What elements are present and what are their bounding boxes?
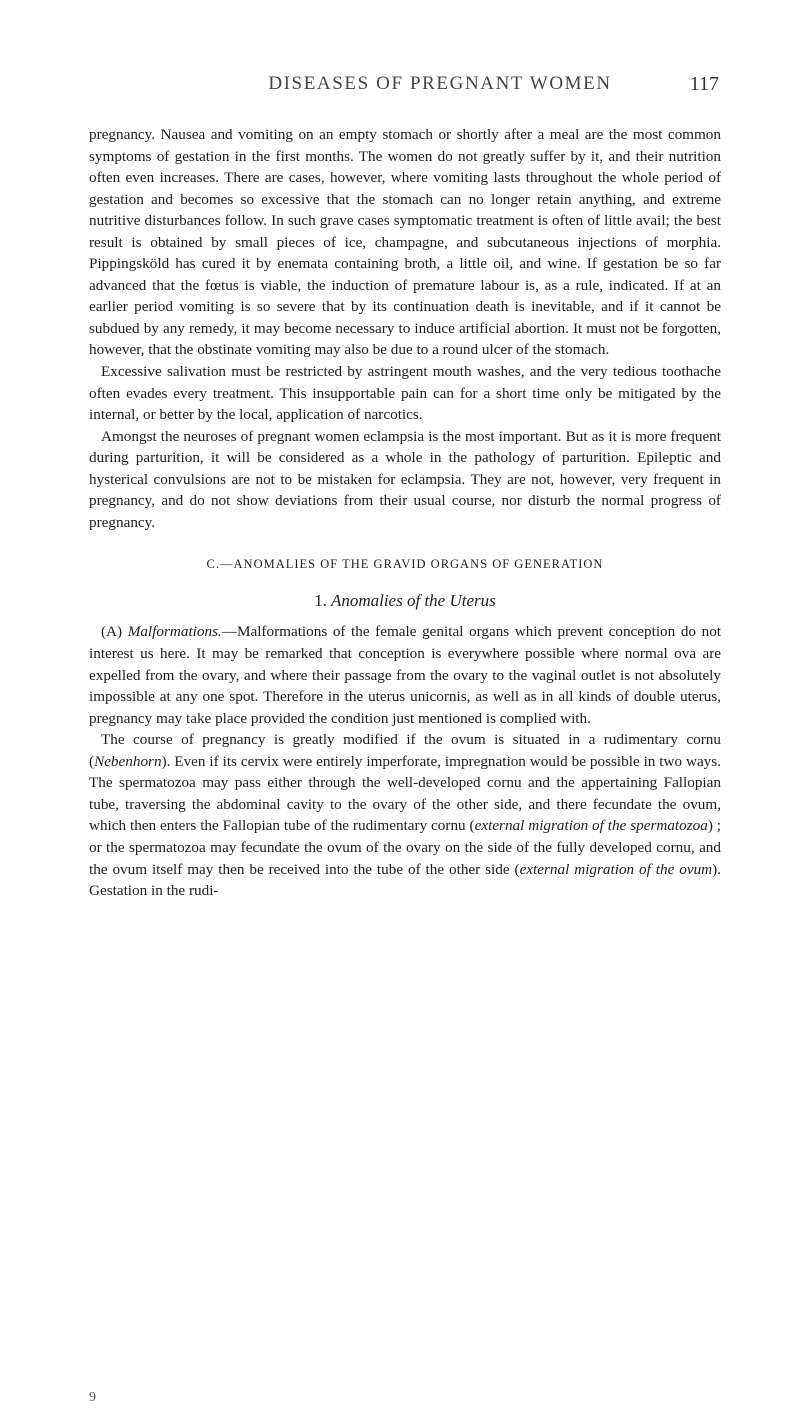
paragraph-vomiting: pregnancy. Nausea and vomiting on an empty stomach or shortly after a meal are the most common symptoms of gestation in the first months. The women do not greatly suffer by it, and their nutrition often even increases. There are cases, however, where vomiting lasts throughout the whole period of gestation and becomes so excessive that the stomach can no longer retain anything, and extreme nutritive disturbances follow. In such grave cases symptomatic treatment is often of little avail; the best result is obtained by small pieces of ice, champagne, and subcutaneous injections of morphia. Pippingsköld has cured it by enemata containing broth, a little oil, and wine. If gestation be so far advanced that the fœtus is viable, the induction of premature labour is, as a rule, indicated. If at an earlier period vomiting is so severe that by its continuation death is inevitable, and if it cannot be subdued by any remedy, it may become necessary to induce artificial abortion. It must not be forgotten, however, that the obstinate vomiting may also be due to a round ulcer of the stomach.: [89, 126, 721, 359]
italic-term: external migration of the ovum: [519, 860, 713, 878]
text-span: ). Even if its cervix were entirely imperforate, impregnation would be possible in two ways. The spermatozoa may pass either through the well-developed cornu and the appertaining Fallopian tube, traversing the abdominal cavity to the ovary of the other side, and there fecundate the ovum, which then enters the Fallopian tube of the rudimentary cornu (: [89, 752, 721, 835]
section-heading: C.—ANOMALIES OF THE GRAVID ORGANS OF GENERATION: [206, 557, 604, 572]
subsection-title: Anomalies of the Uterus: [330, 590, 496, 610]
text-span: ) ; or the spermatozoa may fecundate the ovum of the ovary on the side of the fully developed cornu, and the ovum itself may then be received into the tube of the other side (: [89, 817, 721, 878]
running-head: DISEASES OF PREGNANT WOMEN: [268, 73, 612, 94]
italic-term: Nebenhorn: [94, 752, 162, 770]
subsection-number: 1.: [314, 590, 327, 610]
paragraph-rudimentary-cornu: [89, 729, 721, 901]
paragraph-label: (A): [101, 623, 123, 641]
body-text: [89, 124, 721, 902]
paragraph-malformations: [89, 621, 721, 729]
paragraph-salivation: Excessive salivation must be restricted by astringent mouth washes, and the very tedious toothache often evades every treatment. This insupportable pain can for a short time only be mitigated by the internal, or better by the local, application of narcotics.: [89, 363, 721, 424]
subsection-heading: [89, 590, 721, 612]
signature-mark: 9: [89, 1390, 96, 1405]
text-span: ). Gestation in the rudi-: [89, 860, 721, 900]
italic-term: external migration of the spermatozoa: [474, 817, 708, 835]
page-number: 117: [689, 73, 719, 95]
paragraph-malformations-text: —Malformations of the female genital organs which prevent conception do not interest us here. It may be remarked that conception is everywhere possible where normal ova are expelled from the ovary, and where their passage from the ovary to the vaginal outlet is not absolutely impossible at any one spot. Therefore in the uterus unicornis, as well as in all kinds of double uterus, pregnancy may take place provided the condition just mentioned is complied with.: [89, 623, 722, 727]
paragraph-italic-lead: Malformations.: [127, 623, 222, 641]
paragraph-neuroses: Amongst the neuroses of pregnant women eclampsia is the most important. But as it is more frequent during parturition, it will be considered as a whole in the pathology of parturition. Epileptic and hysterical convulsions are not to be mistaken for eclampsia. They are not, however, very frequent in pregnancy, and do not show deviations from their usual course, nor disturb the normal progress of pregnancy.: [89, 427, 721, 531]
text-span: The course of pregnancy is greatly modified if the ovum is situated in a rudimentary cornu (: [89, 731, 721, 770]
